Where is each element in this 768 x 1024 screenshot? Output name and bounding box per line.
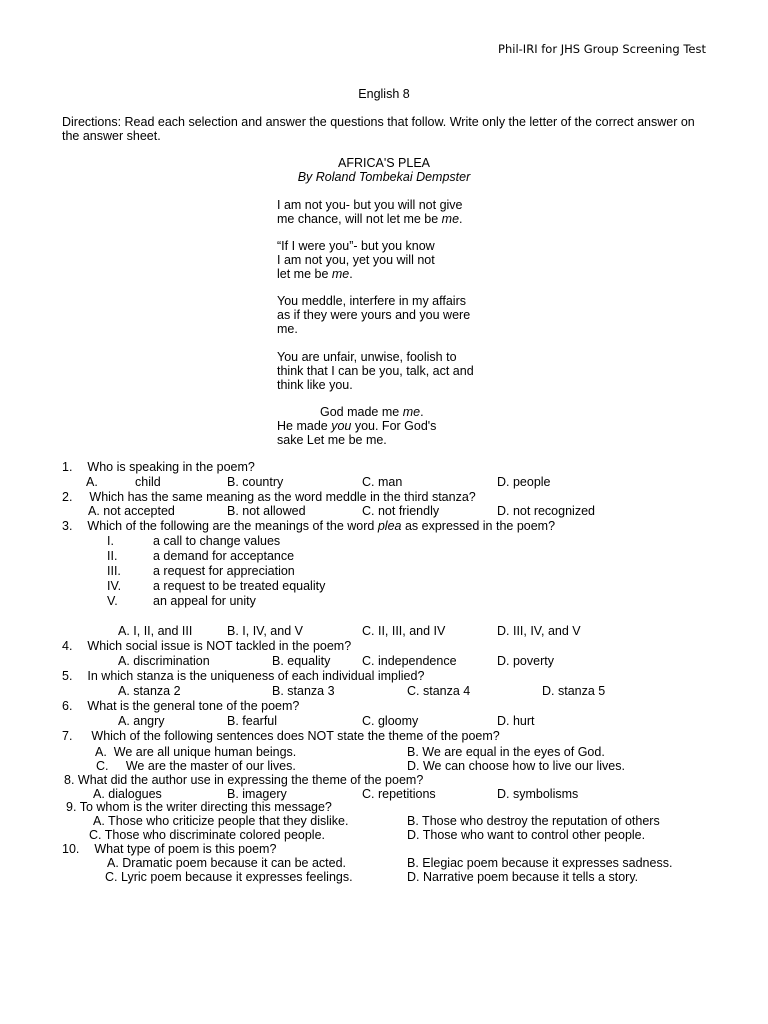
question-text: Which has the same meaning as the word meddle in the third stanza?: [89, 490, 476, 504]
stanza-line: let me be me.: [277, 267, 353, 281]
question-1: [62, 460, 255, 475]
question-text: Which of the following sentences does NOT state the theme of the poem?: [91, 729, 500, 743]
question-number: 3.: [62, 519, 73, 533]
question-text: In which stanza is the uniqueness of each individual implied?: [87, 669, 425, 683]
question-text: What did the author use in expressing the theme of the poem?: [77, 773, 424, 787]
option: C. Those who discriminate colored people.: [89, 828, 326, 842]
stanza-line: think that I can be you, talk, act and: [277, 364, 474, 378]
stanza-line: I am not you, yet you will not: [277, 253, 435, 267]
question-text: To whom is the writer directing this message?: [79, 800, 332, 814]
option: B. fearful: [227, 714, 278, 728]
poem-title: AFRICA'S PLEA: [338, 156, 430, 170]
question-number: 6.: [62, 699, 73, 713]
option: B. I, IV, and V: [227, 624, 303, 638]
question-2: [62, 490, 476, 505]
option: A.: [86, 475, 98, 489]
stanza-3: [277, 294, 470, 336]
option: C. II, III, and IV: [362, 624, 446, 638]
stanza-line: God made me me.: [320, 405, 424, 419]
stanza-2: [277, 239, 435, 281]
stanza-line: as if they were yours and you were: [277, 308, 471, 322]
option: A. angry: [118, 714, 165, 728]
question-number: 9.: [66, 800, 77, 814]
option: B. equality: [272, 654, 331, 668]
question-number: 4.: [62, 639, 73, 653]
poem-author: By Roland Tombekai Dempster: [297, 170, 471, 184]
question-3: [62, 519, 555, 534]
option: C. gloomy: [362, 714, 419, 728]
roman-item: V. an appeal for unity: [107, 594, 256, 608]
option: B. Those who destroy the reputation of others: [407, 814, 660, 828]
question-number: 1.: [62, 460, 73, 474]
option: A. Those who criticize people that they dislike.: [93, 814, 349, 828]
question-text: What is the general tone of the poem?: [87, 699, 300, 713]
stanza-5: [277, 405, 436, 447]
option: C. man: [362, 475, 403, 489]
option: A. We are all unique human beings.: [95, 745, 297, 759]
option: D. symbolisms: [497, 787, 579, 801]
stanza-4: [277, 350, 474, 392]
option: D. poverty: [497, 654, 554, 668]
option: D. not recognized: [497, 504, 595, 518]
option: C. stanza 4: [407, 684, 471, 698]
option: B. country: [227, 475, 284, 489]
stanza-line: You meddle, interfere in my affairs: [277, 294, 466, 308]
question-number: 10.: [62, 842, 80, 856]
question-4: [62, 639, 351, 654]
option: C. We are the master of our lives.: [96, 759, 296, 773]
question-7: [62, 729, 500, 744]
roman-item: I. a call to change values: [107, 534, 281, 548]
stanza-line: sake Let me be me.: [277, 433, 387, 447]
stanza-line: think like you.: [277, 378, 353, 392]
option: D. III, IV, and V: [497, 624, 581, 638]
question-text: Which of the following are the meanings of the word plea as expressed in the poem?: [87, 519, 556, 533]
option: C. independence: [362, 654, 457, 668]
question-number: 8.: [64, 773, 75, 787]
question-10: [62, 842, 276, 857]
option: A. Dramatic poem because it can be acted.: [107, 856, 347, 870]
option: A. stanza 2: [118, 684, 181, 698]
option: B. Elegiac poem because it expresses sadness.: [407, 856, 673, 870]
stanza-line: “If I were you”- but you know: [277, 239, 435, 253]
option: B. not allowed: [227, 504, 306, 518]
stanza-line: me.: [277, 322, 298, 336]
option: A. dialogues: [93, 787, 162, 801]
option: D. Narrative poem because it tells a story.: [407, 870, 639, 884]
stanza-1: [277, 198, 463, 226]
page-header: Phil-IRI for JHS Group Screening Test: [498, 42, 706, 56]
directions: Directions: Read each selection and answer the questions that follow. Write only the letter of the correct answer on the answer sheet.: [62, 115, 695, 143]
question-text: What type of poem is this poem?: [94, 842, 277, 856]
question-number: 7.: [62, 729, 73, 743]
question-text: Which social issue is NOT tackled in the poem?: [87, 639, 352, 653]
option: A. not accepted: [88, 504, 175, 518]
stanza-line: He made you you. For God's: [277, 419, 437, 433]
question-number: 5.: [62, 669, 73, 683]
option: B. imagery: [227, 787, 287, 801]
stanza-line: I am not you- but you will not give: [277, 198, 463, 212]
roman-list: [107, 534, 325, 609]
question-8: [64, 773, 423, 788]
roman-item: II. a demand for acceptance: [107, 549, 295, 563]
stanza-line: You are unfair, unwise, foolish to: [277, 350, 457, 364]
option: C. Lyric poem because it expresses feelings.: [105, 870, 353, 884]
option: D. hurt: [497, 714, 535, 728]
question-9: [66, 800, 332, 815]
option: B. We are equal in the eyes of God.: [407, 745, 605, 759]
option: D. We can choose how to live our lives.: [407, 759, 625, 773]
subject-title: English 8: [358, 87, 410, 101]
option: C. not friendly: [362, 504, 440, 518]
option: D. Those who want to control other people.: [407, 828, 646, 842]
option: C. repetitions: [362, 787, 436, 801]
option: A. I, II, and III: [118, 624, 193, 638]
roman-item: IV. a request to be treated equality: [107, 579, 326, 593]
option: child: [135, 475, 161, 489]
question-number: 2.: [62, 490, 73, 504]
question-5: [62, 669, 424, 684]
roman-item: III. a request for appreciation: [107, 564, 295, 578]
stanza-line: me chance, will not let me be me.: [277, 212, 463, 226]
question-text: Who is speaking in the poem?: [87, 460, 255, 474]
option: D. people: [497, 475, 551, 489]
option: B. stanza 3: [272, 684, 335, 698]
option: D. stanza 5: [542, 684, 606, 698]
question-6: [62, 699, 299, 714]
option: A. discrimination: [118, 654, 210, 668]
